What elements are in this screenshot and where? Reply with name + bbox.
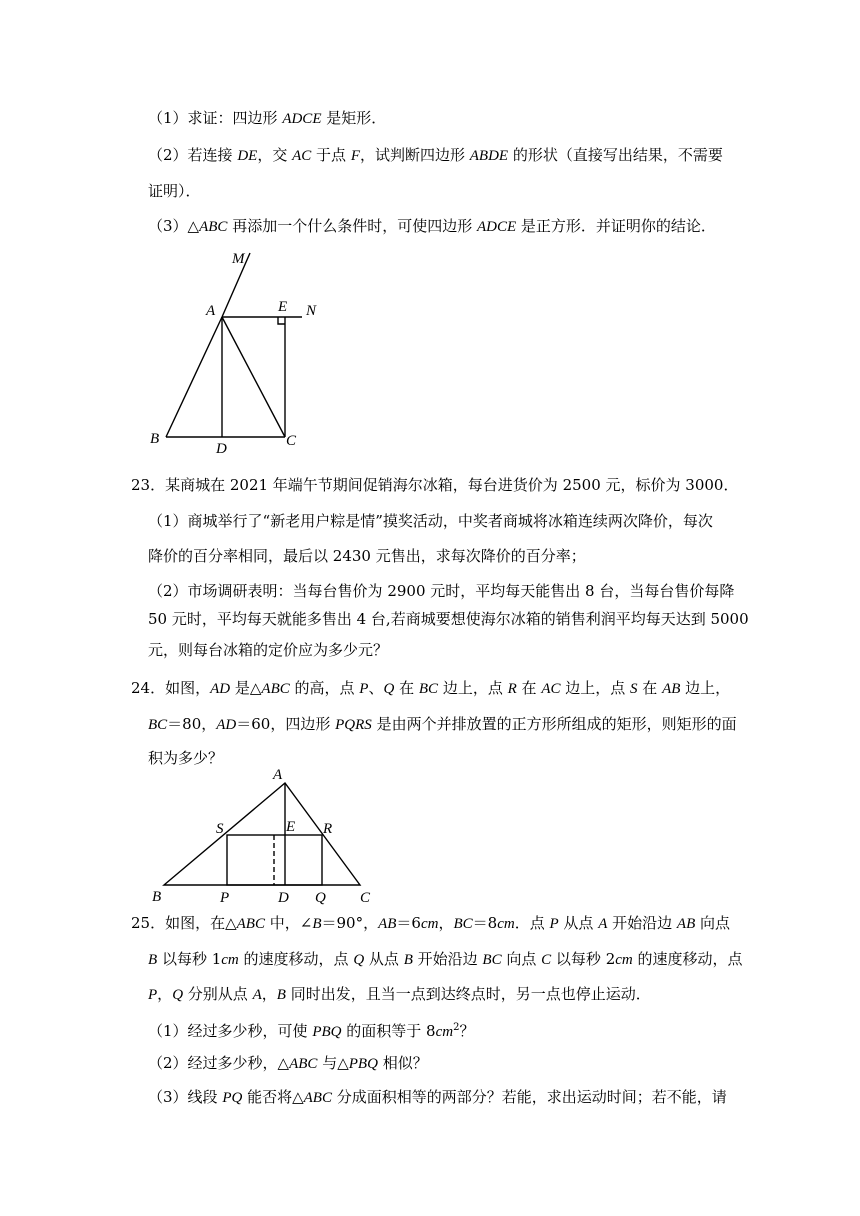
q23-part1-cont [148, 546, 586, 566]
text: 同时出发，且当一点到达终点时，另一点也停止运动． [285, 985, 651, 1003]
math: C [541, 952, 552, 968]
text: ＝60，四边形 [236, 715, 336, 733]
math: Q [383, 681, 395, 697]
text: 证明）． [148, 182, 201, 200]
text: （2）市场调研表明：当每台售价为 2900 元时，平均每天能售出 8 台，当每台售价每降 [148, 582, 735, 600]
text: 分别从点 [183, 985, 253, 1003]
math: Q [353, 952, 365, 968]
q24-stem [131, 678, 730, 699]
label-b: B [152, 889, 162, 905]
text: 元，则每台冰箱的定价应为多少元？ [148, 641, 389, 659]
text: 23．某商城在 2021 年端午节期间促销海尔冰箱，每台进货价为 2500 元，标价为 3000． [131, 476, 739, 494]
math: BC [148, 717, 168, 733]
label-a: A [206, 303, 216, 319]
math: AC [292, 148, 312, 164]
math: AB [378, 916, 397, 932]
text: 开始沿边 [607, 914, 677, 932]
q25-part3 [148, 1087, 727, 1108]
text: 中，∠ [264, 914, 313, 932]
text: 能否将△ [242, 1088, 304, 1106]
label-p: P [220, 890, 230, 905]
text: 从点 [558, 914, 599, 932]
label-b: B [150, 431, 160, 447]
math: ABDE [469, 148, 509, 164]
text: 开始沿边 [412, 950, 483, 968]
math: B [148, 952, 158, 968]
math: ABC [261, 681, 290, 697]
text: 的速度移动，点 [632, 950, 743, 968]
math: P [549, 916, 559, 932]
q25-stem-cont [148, 949, 743, 970]
text: 是矩形． [321, 109, 387, 127]
math: ABC [199, 219, 228, 235]
text: 25．如图，在△ [131, 914, 237, 932]
text: 向点 [695, 914, 731, 932]
label-d: D [216, 441, 227, 457]
superscript: 2 [453, 1022, 460, 1033]
text: 是由两个并排放置的正方形所组成的矩形，则矩形的面 [371, 715, 737, 733]
text: 相似？ [377, 1054, 428, 1072]
label-s: S [216, 821, 224, 837]
text: ，试判断四边形 [359, 146, 470, 164]
label-c: C [360, 890, 371, 905]
math: Q [172, 987, 184, 1003]
math: B [312, 916, 322, 932]
math: S [630, 681, 638, 697]
label-q: Q [315, 890, 326, 905]
math: cm [615, 952, 633, 968]
text: （3）线段 [148, 1088, 223, 1106]
text: 50 元时，平均每天就能多售出 4 台,若商城要想使海尔冰箱的销售利润平均每天达到 5000 [148, 610, 749, 628]
math: cm [420, 916, 439, 932]
text: 边上，点 [560, 679, 631, 697]
text: ， [261, 985, 277, 1003]
text: 以每秒 1 [157, 950, 222, 968]
text: （3）△ [148, 217, 200, 235]
text: ， [438, 914, 454, 932]
math: ABC [236, 916, 265, 932]
math: F [350, 148, 360, 164]
math: B [403, 952, 413, 968]
text: 的高，点 [289, 679, 360, 697]
label-c: C [286, 433, 297, 449]
math: PBQ [348, 1056, 378, 1072]
q23-part2-cont [148, 609, 749, 629]
math: BC [418, 681, 439, 697]
q22-part2-cont [148, 181, 201, 201]
q25-part2 [148, 1053, 428, 1074]
math: ADCE [282, 111, 322, 127]
q24-figure [140, 765, 390, 905]
text: 分成面积相等的两部分？若能，求出运动时间；若不能，请 [331, 1088, 727, 1106]
text: ．点 [514, 914, 550, 932]
text: 与△ [317, 1054, 349, 1072]
text: ＝80， [167, 715, 217, 733]
q22-part3 [148, 216, 716, 237]
label-n: N [306, 303, 317, 319]
text: 降价的百分率相同，最后以 2430 元售出，求每次降价的百分率； [148, 547, 586, 565]
text: ，交 [257, 146, 293, 164]
math: AB [662, 681, 681, 697]
text: （1）经过多少秒，可使 [148, 1022, 313, 1040]
label-r: R [323, 821, 333, 837]
math: ABC [303, 1090, 332, 1106]
math: P [148, 987, 158, 1003]
text: 的面积等于 8 [341, 1022, 436, 1040]
q25-stem-cont2 [148, 984, 651, 1005]
math: AC [541, 681, 561, 697]
q23-part1 [148, 511, 713, 531]
label-e: E [286, 819, 296, 835]
text: 再添加一个什么条件时，可使四边形 [227, 217, 477, 235]
math: P [359, 681, 369, 697]
text: 是正方形．并证明你的结论． [516, 217, 716, 235]
q23-stem [131, 475, 738, 495]
math: PQ [222, 1090, 243, 1106]
text: 、 [368, 679, 384, 697]
text: 边上， [680, 679, 731, 697]
math: ABC [289, 1056, 318, 1072]
q22-part2 [148, 145, 723, 166]
text: 在 [637, 679, 663, 697]
text: 边上，点 [438, 679, 508, 697]
math: A [598, 916, 608, 932]
label-e: E [278, 299, 288, 315]
math: AB [676, 916, 696, 932]
segment-ac [222, 317, 285, 437]
text: 是△ [230, 679, 262, 697]
q25-stem [131, 913, 730, 934]
text: （1）商城举行了“新老用户粽是情”摸奖活动，中奖者商城将冰箱连续两次降价，每次 [148, 512, 713, 530]
q23-part2-cont2 [148, 640, 388, 660]
right-angle-mark [278, 317, 285, 324]
math: R [507, 681, 517, 697]
text: 向点 [501, 950, 542, 968]
math: cm [435, 1024, 454, 1040]
math: BC [482, 952, 502, 968]
text: （1）求证：四边形 [148, 109, 283, 127]
math: A [252, 987, 262, 1003]
text: 24．如图， [131, 679, 211, 697]
math: cm [221, 952, 239, 968]
math: AD [210, 681, 231, 697]
math: PBQ [312, 1024, 342, 1040]
text: ＝90°， [321, 914, 379, 932]
text: ＝6 [396, 914, 421, 932]
label-d: D [278, 890, 289, 905]
text: ＝8 [472, 914, 498, 932]
text: 的速度移动，点 [238, 950, 354, 968]
text: 在 [394, 679, 419, 697]
text: 的形状（直接写出结果，不需要 [508, 146, 723, 164]
label-m: M [232, 251, 245, 267]
math: DE [237, 148, 258, 164]
text: ？ [459, 1022, 475, 1040]
text: 积为多少？ [148, 749, 224, 767]
text: 从点 [364, 950, 404, 968]
text: ， [157, 985, 173, 1003]
text: （2）经过多少秒，△ [148, 1054, 290, 1072]
math: B [276, 987, 286, 1003]
math: BC [453, 916, 473, 932]
q24-stem-cont [148, 714, 737, 735]
math: cm [497, 916, 515, 932]
q23-part2 [148, 581, 734, 601]
math: AD [216, 717, 237, 733]
math: ADCE [476, 219, 517, 235]
segment-ab [166, 317, 222, 437]
text: 在 [516, 679, 542, 697]
q25-part1 [148, 1018, 474, 1042]
q22-figure [140, 245, 340, 460]
label-a: A [273, 767, 283, 783]
q22-part1 [148, 108, 386, 129]
text: 于点 [311, 146, 351, 164]
math: PQRS [335, 717, 372, 733]
text: （2）若连接 [148, 146, 238, 164]
text: 以每秒 2 [551, 950, 616, 968]
